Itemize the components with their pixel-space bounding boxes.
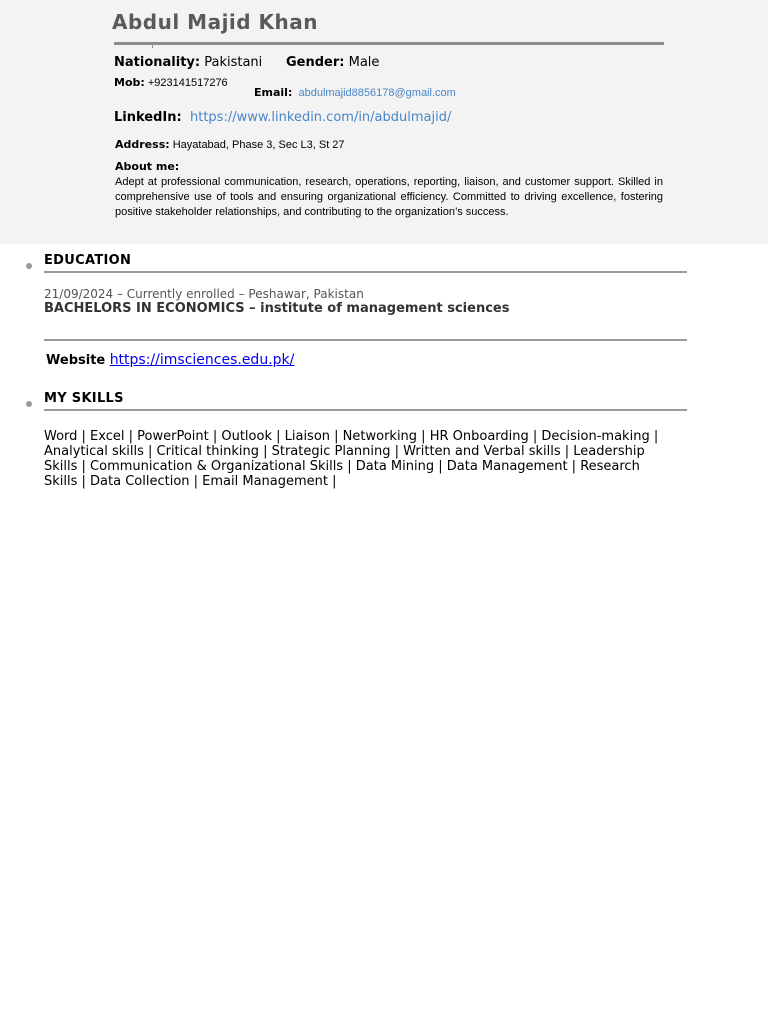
mobile-value: +923141517276: [147, 77, 228, 89]
website-label: Website: [46, 353, 106, 368]
education-date: 21/09/2024 – Currently enrolled – Peshawar, Pakistan: [44, 287, 364, 301]
mobile-label: Mob:: [114, 76, 145, 89]
name-divider-tick: [152, 45, 153, 48]
email-label: Email:: [254, 86, 293, 99]
gender-label: Gender:: [286, 55, 345, 70]
education-degree: BACHELORS IN ECONOMICS – institute of management sciences: [44, 301, 510, 316]
about-heading: [115, 160, 179, 173]
skills-list: Word | Excel | PowerPoint | Outlook | Liaison | Networking | HR Onboarding | Decision-making | Analytical skills | Critical thinking | Strategic Planning | Written and Verbal skills | Leadership Skills | Communication & Organizational Skills | Data Mining | Data Management | Research Skills | Data Collection | Email Management |: [44, 429, 659, 489]
email-link[interactable]: abdulmajid8856178@gmail.com: [298, 87, 456, 99]
linkedin-row: [114, 110, 451, 125]
gender-row: [286, 55, 379, 70]
gender-value: Male: [348, 55, 380, 70]
about-text: Adept at professional communication, research, operations, reporting, liaison, and customer support. Skilled in comprehensive use of tools and ensuring organizational efficiency. Committed to driving excellence, fostering positive stakeholder relationships, and contributing to the organization’s success.: [115, 176, 663, 218]
website-row: [46, 352, 294, 368]
name-divider: [114, 42, 664, 45]
about-label: About me:: [115, 160, 180, 173]
profile-header: [0, 0, 768, 244]
education-bullet-icon: [26, 263, 32, 269]
nationality-row: [114, 55, 262, 70]
education-title: EDUCATION: [44, 253, 132, 268]
education-bottom-divider: [44, 339, 687, 341]
nationality-value: Pakistani: [204, 55, 263, 70]
skills-divider: [44, 409, 687, 411]
address-value: Hayatabad, Phase 3, Sec L3, St 27: [172, 139, 345, 151]
candidate-name: Abdul Majid Khan: [112, 10, 319, 34]
email-row: [254, 86, 456, 99]
linkedin-label: LinkedIn:: [114, 110, 182, 125]
skills-bullet-icon: [26, 401, 32, 407]
website-link[interactable]: https://imsciences.edu.pk/: [109, 352, 295, 368]
mobile-row: [114, 76, 228, 89]
linkedin-link[interactable]: https://www.linkedin.com/in/abdulmajid/: [189, 110, 452, 125]
nationality-label: Nationality:: [114, 55, 201, 70]
address-row: [115, 138, 345, 151]
skills-title: MY SKILLS: [44, 391, 124, 406]
education-divider: [44, 271, 687, 273]
address-label: Address:: [115, 138, 170, 151]
